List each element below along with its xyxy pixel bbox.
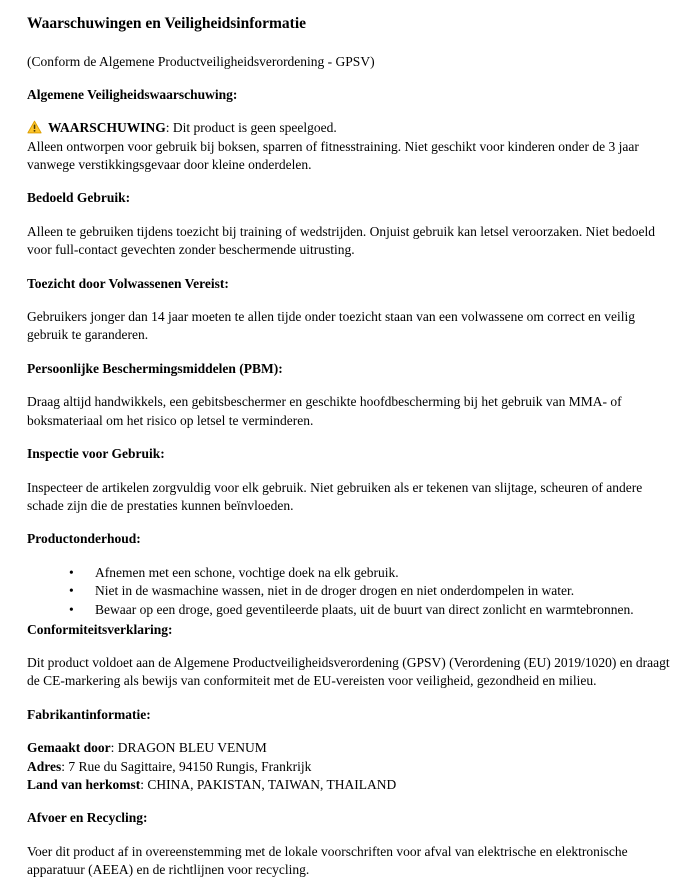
kv-label: Adres bbox=[27, 758, 62, 774]
section-paragraph: Alleen ontworpen voor gebruik bij boksen, sparren of fitnesstraining. Niet geschikt voor kinderen onder de 3 jaar vanwege verstikkingsgevaar door kleine onderdelen. bbox=[27, 138, 639, 173]
list-item-text: Niet in de wasmachine wassen, niet in de droger drogen en niet onderdompelen in water. bbox=[95, 583, 575, 599]
section-heading-algemene-veiligheidswaarschuwing: Algemene Veiligheidswaarschuwing: bbox=[27, 86, 238, 102]
section-paragraph-bedoeld-gebruik: Alleen te gebruiken tijdens toezicht bij training of wedstrijden. Onjuist gebruik kan letsel veroorzaken. Niet bedoeld voor full-contact gevechten zonder beschermende uitrusting. bbox=[27, 223, 655, 258]
list-item-text: Bewaar op een droge, goed geventileerde plaats, uit de buurt van direct zonlicht en warmtebronnen. bbox=[95, 601, 634, 617]
section-paragraph-toezicht-door-volwassenen: Gebruikers jonger dan 14 jaar moeten te allen tijde onder toezicht staan van een volwassene om correct en veilig gebruik te garanderen. bbox=[27, 309, 636, 343]
section-heading-bedoeld-gebruik: Bedoeld Gebruik: bbox=[27, 190, 131, 206]
list-item-text: Afnemen met een schone, vochtige doek na elk gebruik. bbox=[95, 564, 399, 580]
section-paragraph-afvoer-en-recycling: Voer dit product af in overeenstemming met de lokale voorschriften voor afval van elektrische en elektronische apparatuur (AEEA) en de richtlijnen voor recycling. bbox=[27, 843, 628, 878]
kv-value: : CHINA, PAKISTAN, TAIWAN, THAILAND bbox=[140, 776, 397, 792]
list-item bbox=[69, 564, 670, 583]
list-item bbox=[69, 582, 670, 601]
list-item bbox=[69, 601, 670, 620]
warning-label: WAARSCHUWING bbox=[48, 120, 166, 136]
document-subtitle: (Conform de Algemene Productveiligheidsverordening - GPSV) bbox=[27, 54, 375, 70]
section-heading-fabrikantinformatie: Fabrikantinformatie: bbox=[27, 706, 151, 722]
section-paragraph-inspectie-voor-gebruik: Inspecteer de artikelen zorgvuldig voor elk gebruik. Niet gebruiken als er tekenen van slijtage, scheuren of andere schade zijn die de prestaties kunnen beïnvloeden. bbox=[27, 479, 643, 513]
kv-value: : DRAGON BLEU VENUM bbox=[110, 740, 267, 756]
section-heading-afvoer-en-recycling: Afvoer en Recycling: bbox=[27, 810, 148, 826]
section-heading-toezicht-door-volwassenen: Toezicht door Volwassenen Vereist: bbox=[27, 275, 229, 291]
section-heading-inspectie-voor-gebruik: Inspectie voor Gebruik: bbox=[27, 446, 165, 462]
warning-paragraph bbox=[27, 119, 670, 174]
document-body bbox=[27, 86, 670, 880]
warning-triangle-icon bbox=[27, 120, 42, 134]
manufacturer-info-block bbox=[27, 739, 670, 794]
bullet-icon: • bbox=[69, 583, 74, 599]
kv-label: Land van herkomst bbox=[27, 776, 141, 792]
section-heading-persoonlijke-beschermingsmiddelen: Persoonlijke Beschermingsmiddelen (PBM): bbox=[27, 360, 283, 376]
section-paragraph-persoonlijke-beschermingsmiddelen: Draag altijd handwikkels, een gebitsbeschermer en geschikte hoofdbescherming bij het gebruik van MMA- of boksmateriaal om het risico op letsel te verminderen. bbox=[27, 394, 622, 428]
section-paragraph-conformiteitsverklaring: Dit product voldoet aan de Algemene Productveiligheidsverordening (GPSV) (Verordening (EU) 2019/1020) en draagt de CE-markering als bewijs van conformiteit met de EU-vereisten voor veiligheid, gezondheid en milieu. bbox=[27, 654, 670, 689]
section-heading-conformiteitsverklaring: Conformiteitsverklaring: bbox=[27, 621, 173, 637]
bullet-icon: • bbox=[69, 601, 74, 617]
bullet-icon: • bbox=[69, 564, 74, 580]
warning-text: : Dit product is geen speelgoed. bbox=[165, 120, 337, 136]
kv-value: : 7 Rue du Sagittaire, 94150 Rungis, Frankrijk bbox=[61, 758, 312, 774]
page-title: Waarschuwingen en Veiligheidsinformatie bbox=[27, 15, 307, 32]
maintenance-bullet-list bbox=[27, 564, 670, 620]
kv-label: Gemaakt door bbox=[27, 740, 111, 756]
section-heading-productonderhoud: Productonderhoud: bbox=[27, 531, 141, 547]
